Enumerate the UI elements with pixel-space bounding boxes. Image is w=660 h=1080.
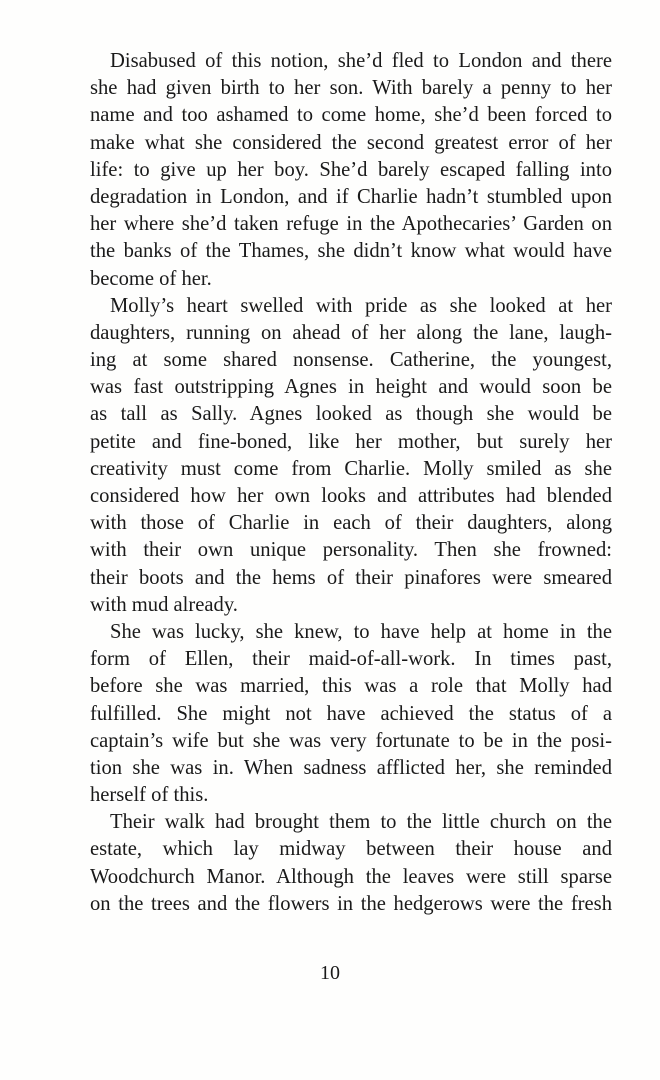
text-line: Woodchurch Manor. Although the leaves were still sparse xyxy=(90,865,612,888)
text-line: their boots and the hems of their pinafores were smeared xyxy=(90,566,612,589)
text-line: with those of Charlie in each of their daughters, along xyxy=(90,512,612,535)
text-line: petite and fine-boned, like her mother, but surely her xyxy=(90,430,612,453)
text-line: form of Ellen, their maid-of-all-work. In times past, xyxy=(90,648,612,671)
text-line: with their own unique personality. Then she frowned: xyxy=(90,539,612,562)
text-line: with mud already. xyxy=(90,593,238,616)
text-line: creativity must come from Charlie. Molly smiled as she xyxy=(90,457,612,480)
text-line: the banks of the Thames, she didn’t know what would have xyxy=(90,240,612,263)
text-line: as tall as Sally. Agnes looked as though she would be xyxy=(90,403,612,426)
text-line: Disabused of this notion, she’d fled to London and there xyxy=(110,50,612,72)
text-line: estate, which lay midway between their house and xyxy=(90,838,612,861)
text-line: before she was married, this was a role that Molly had xyxy=(90,675,612,698)
paragraph-2 xyxy=(90,293,612,619)
text-line: make what she considered the second greatest error of her xyxy=(90,131,612,154)
text-line: captain’s wife but she was very fortunate to be in the posi- xyxy=(90,729,612,752)
text-line: herself of this. xyxy=(90,784,209,807)
text-line: Molly’s heart swelled with pride as she looked at her xyxy=(110,294,612,317)
text-line: She was lucky, she knew, to have help at home in the xyxy=(110,620,612,643)
paragraph-3 xyxy=(90,619,612,809)
text-line: her where she’d taken refuge in the Apothecaries’ Garden on xyxy=(90,213,612,236)
paragraph-1 xyxy=(90,48,612,293)
text-line: on the trees and the flowers in the hedgerows were the fresh xyxy=(90,892,612,915)
paragraph-4 xyxy=(90,809,612,918)
text-line: degradation in London, and if Charlie hadn’t stumbled upon xyxy=(90,185,612,208)
body-text xyxy=(90,48,612,918)
text-line: fulfilled. She might not have achieved the status of a xyxy=(90,702,612,725)
text-line: name and too ashamed to come home, she’d been forced to xyxy=(90,104,612,127)
text-line: ing at some shared nonsense. Catherine, the youngest, xyxy=(90,349,612,372)
text-line: she had given birth to her son. With barely a penny to her xyxy=(90,77,612,100)
text-line: tion she was in. When sadness afflicted her, she reminded xyxy=(90,756,612,779)
text-line: daughters, running on ahead of her along the lane, laugh- xyxy=(90,321,612,344)
text-line: considered how her own looks and attributes had blended xyxy=(90,485,612,507)
text-line: life: to give up her boy. She’d barely escaped falling into xyxy=(90,158,612,181)
text-line: Their walk had brought them to the little church on the xyxy=(110,811,612,834)
text-line: was fast outstripping Agnes in height and would soon be xyxy=(90,376,612,399)
page-number: 10 xyxy=(320,962,340,984)
text-line: become of her. xyxy=(90,267,212,290)
